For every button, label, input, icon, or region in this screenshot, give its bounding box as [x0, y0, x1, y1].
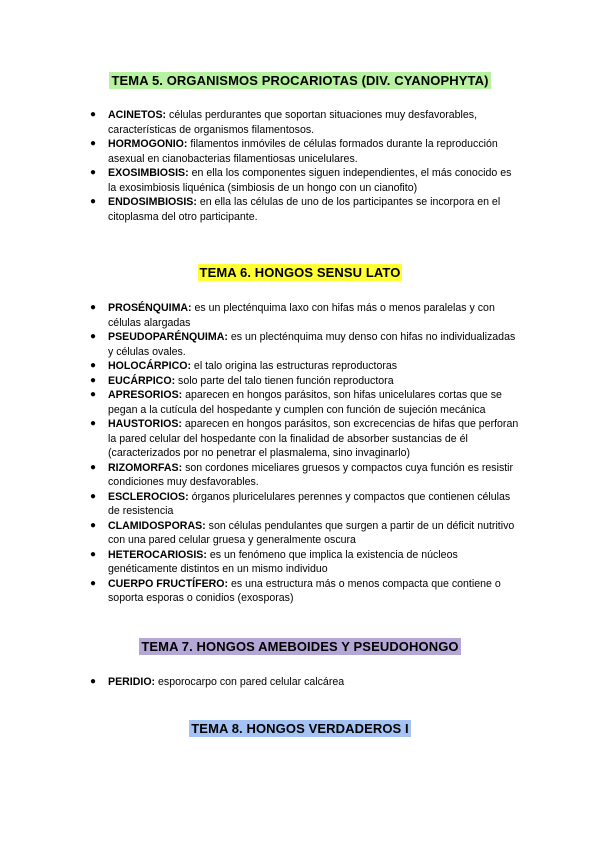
bullet-icon: ●: [90, 167, 97, 178]
list-item: [0, 548, 600, 577]
term-definition: es un plecténquima laxo con hifas más o menos paralelas y con células alargadas: [108, 302, 495, 329]
term-name: EUCÁRPICO:: [108, 374, 176, 387]
bullet-icon: ●: [90, 519, 97, 531]
list-item: [0, 330, 600, 359]
term-name: CLAMIDOSPORAS:: [108, 519, 206, 532]
list-item: [0, 417, 600, 461]
section-heading: TEMA 6. HONGOS SENSU LATO: [199, 265, 401, 280]
term-list: [0, 675, 600, 690]
term-name: HORMOGONIO:: [108, 138, 188, 150]
term-name: EXOSIMBIOSIS:: [108, 167, 189, 179]
term-name: ACINETOS:: [108, 109, 167, 121]
section-tema-5: [0, 72, 600, 224]
term-name: PROSÉNQUIMA:: [108, 302, 192, 314]
term-definition: el talo origina las estructuras reproductoras: [190, 360, 398, 372]
bullet-icon: ●: [90, 676, 97, 687]
section-tema-8: [0, 720, 600, 738]
bullet-icon: ●: [90, 302, 97, 313]
term-definition: aparecen en hongos parásitos, son excrecencias de hifas que perforan la pared celular del hospedante con la finalidad de absorber sustancias de él (caracterizados por no penetrar el plasmalema, sino invaginarlo): [108, 418, 519, 459]
term-name: ENDOSIMBIOSIS:: [108, 196, 197, 208]
section-heading: TEMA 7. HONGOS AMEBOIDES Y PSEUDOHONGO: [141, 639, 459, 654]
term-definition: es un fenómeno que implica la existencia de núcleos genéticamente distintos en un mismo individuo: [108, 548, 458, 575]
list-item: [0, 108, 600, 137]
term-definition: esporocarpo con pared celular calcárea: [155, 676, 345, 688]
bullet-icon: ●: [90, 374, 97, 386]
bullet-icon: ●: [90, 138, 97, 149]
term-name: CUERPO FRUCTÍFERO:: [108, 577, 229, 590]
list-item: [0, 301, 600, 330]
term-list: [0, 108, 600, 224]
bullet-icon: ●: [90, 196, 97, 207]
list-item: [0, 137, 600, 166]
term-definition: es un plecténquima muy denso con hifas no individualizadas y células ovales.: [108, 331, 516, 358]
list-item: [0, 577, 600, 606]
term-name: RIZOMORFAS:: [108, 461, 183, 474]
bullet-icon: ●: [90, 490, 97, 502]
term-name: HAUSTORIOS:: [108, 418, 182, 430]
bullet-icon: ●: [90, 331, 97, 342]
list-item: [0, 374, 600, 389]
bullet-icon: ●: [90, 389, 97, 400]
list-item: [0, 359, 600, 374]
list-item: [0, 166, 600, 195]
term-list: [0, 301, 600, 606]
bullet-icon: ●: [90, 360, 97, 371]
bullet-icon: ●: [90, 109, 97, 120]
term-definition: células perdurantes que soportan situaciones muy desfavorables, características de organismos filamentosos.: [108, 109, 478, 136]
term-name: HOLOCÁRPICO:: [108, 360, 191, 372]
term-definition: órganos pluricelulares perennes y compactos que contienen células de resistencia: [108, 490, 511, 517]
term-definition: es una estructura más o menos compacta que contiene o soporta esporas o conidios (exosporas): [108, 577, 501, 604]
term-definition: en ella los componentes siguen independientes, el más conocido es la exosimbiosis liquénica (simbiosis de un hongo con un cianofito): [108, 167, 512, 194]
bullet-icon: ●: [90, 461, 97, 473]
term-definition: en ella las células de uno de los participantes se incorpora en el citoplasma del otro participante.: [108, 196, 501, 223]
term-name: PSEUDOPARÉNQUIMA:: [108, 331, 228, 343]
section-heading: TEMA 5. ORGANISMOS PROCARIOTAS (DIV. CYANOPHYTA): [111, 73, 489, 88]
bullet-icon: ●: [90, 418, 97, 429]
section-tema-6: [0, 264, 600, 606]
list-item: [0, 388, 600, 417]
list-item: [0, 195, 600, 224]
term-name: APRESORIOS:: [108, 389, 183, 401]
term-definition: solo parte del talo tienen función reproductora: [175, 374, 394, 387]
bullet-icon: ●: [90, 577, 97, 589]
term-name: HETEROCARIOSIS:: [108, 548, 207, 561]
term-name: ESCLEROCIOS:: [108, 490, 189, 503]
list-item: [0, 675, 600, 690]
section-tema-7: [0, 638, 600, 690]
term-definition: son cordones miceliares gruesos y compactos cuya función es resistir condiciones muy desfavorables.: [108, 461, 514, 488]
term-definition: aparecen en hongos parásitos, son hifas unicelulares cortas que se pegan a la cutícula del hospedante y cumplen con función de sujeción mecánica: [108, 389, 502, 416]
bullet-icon: ●: [90, 548, 97, 560]
term-definition: filamentos inmóviles de células formados durante la reproducción asexual en cianobacterias filamentiosas unicelulares.: [108, 138, 498, 165]
list-item: [0, 490, 600, 519]
term-name: PERIDIO:: [108, 676, 156, 688]
term-definition: son células pendulantes que surgen a partir de un déficit nutritivo con una pared celular gruesa y generalmente oscura: [108, 519, 515, 546]
list-item: [0, 519, 600, 548]
list-item: [0, 461, 600, 490]
section-heading: TEMA 8. HONGOS VERDADEROS I: [191, 721, 409, 736]
